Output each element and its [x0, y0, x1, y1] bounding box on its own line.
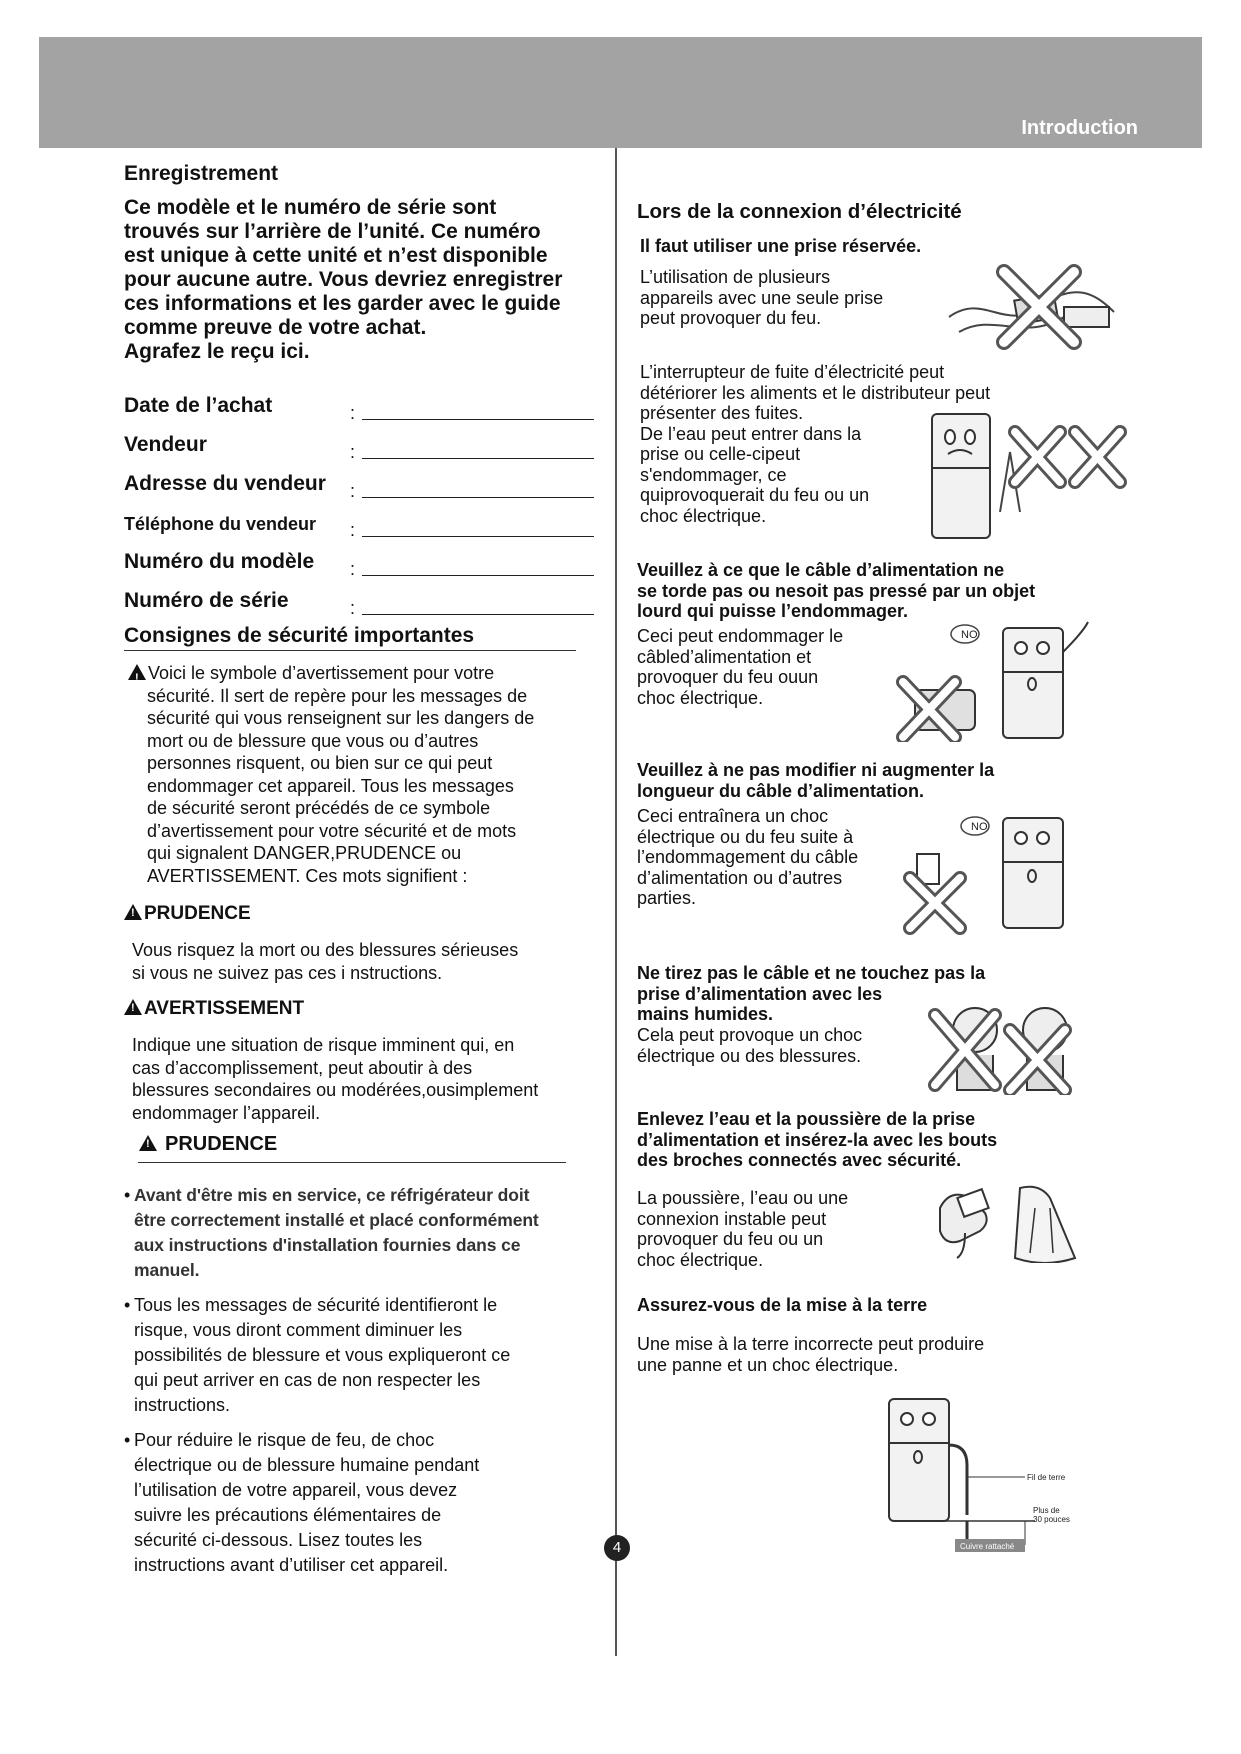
field-colon: : — [350, 481, 356, 501]
avertissement-line: blessures secondaires ou modérées,ousimplement — [132, 1080, 539, 1100]
seller-field[interactable] — [362, 458, 594, 459]
cross-icon — [910, 878, 960, 928]
avertissement-label: AVERTISSEMENT — [144, 998, 305, 1019]
bullet-line: instructions avant d’utiliser cet appareil. — [134, 1555, 449, 1575]
cross-icon — [1075, 432, 1120, 482]
purchase-date-field[interactable] — [362, 419, 594, 420]
ground-wire-label: Fil de terre — [1027, 1473, 1066, 1482]
title-line: Enlevez l’eau et la poussière de la prise — [637, 1109, 976, 1129]
field-label: Date de l’achat — [124, 394, 273, 417]
text-line: De l’eau peut entrer dans la — [640, 423, 862, 444]
prudence-2-label: PRUDENCE — [165, 1133, 278, 1155]
text-line: câbled’alimentation et — [637, 646, 812, 667]
bullet-line: suivre les précautions élémentaires de — [134, 1505, 442, 1525]
column-divider — [615, 148, 617, 1656]
reg-line: pour aucune autre. Vous devriez enregistrer — [124, 268, 563, 291]
field-label: Téléphone du vendeur — [124, 514, 317, 534]
warning-triangle-icon — [139, 1135, 157, 1151]
form-row-seller-phone — [124, 509, 594, 540]
depth-label: Plus de — [1033, 1506, 1060, 1515]
fridge-leak-illustration — [930, 412, 1130, 542]
bullet-item — [124, 1183, 594, 1283]
text-line: connexion instable peut — [637, 1208, 827, 1229]
text-line: quiprovoquerait du feu ou un — [640, 485, 870, 505]
prudence-line: si vous ne suivez pas ces i nstructions. — [132, 962, 443, 983]
bullet-line: Pour réduire le risque de feu, de choc — [134, 1430, 435, 1450]
title-line: Veuillez à ne pas modifier ni augmenter la — [637, 760, 995, 780]
text-line: provoquer du feu ou un — [637, 1229, 824, 1249]
text-line: provoquer du feu ouun — [637, 667, 819, 687]
bullet-item — [124, 1428, 594, 1578]
text-line: Une mise à la terre incorrecte peut produire — [637, 1334, 985, 1354]
form-row-seller — [124, 431, 594, 462]
prudence-heading — [124, 903, 251, 925]
s7-title: Assurez-vous de la mise à la terre — [637, 1295, 928, 1315]
reg-line: Agrafez le reçu ici. — [124, 340, 310, 363]
field-label: Adresse du vendeur — [124, 472, 326, 495]
registration-heading: Enregistrement — [124, 162, 279, 185]
bullet-line: électrique ou de blessure humaine pendant — [134, 1455, 480, 1475]
avertissement-line: endommager l’appareil. — [132, 1102, 321, 1123]
form-row-model-number — [124, 548, 594, 579]
warning-triangle-icon — [124, 999, 142, 1015]
reg-line: trouvés sur l’arrière de l’unité. Ce numéro — [124, 220, 541, 243]
field-label: Vendeur — [124, 433, 207, 456]
grounding-illustration — [885, 1395, 1100, 1555]
avertissement-heading — [124, 998, 304, 1020]
text-line: choc électrique. — [637, 1249, 764, 1270]
bullet-line: Avant d'être mis en service, ce réfrigérateur doit — [134, 1185, 530, 1205]
field-colon: : — [350, 598, 356, 618]
text-line: choc électrique. — [640, 505, 767, 526]
s3-text — [637, 626, 897, 708]
avertissement-line: cas d’accomplissement, peut aboutir à des — [132, 1057, 473, 1078]
text-line: électrique ou des blessures. — [637, 1045, 862, 1066]
prudence-text — [132, 939, 602, 984]
reg-line: ces informations et les garder avec le guide — [124, 292, 561, 315]
intro-line: sécurité qui vous renseignent sur les dangers de — [147, 708, 535, 728]
text-line: L’utilisation de plusieurs — [640, 267, 831, 287]
text-line: choc électrique. — [637, 687, 764, 708]
no-label: NO — [961, 629, 978, 641]
model-number-field[interactable] — [362, 575, 594, 576]
safety-heading: Consignes de sécurité importantes — [124, 624, 576, 651]
prudence-label: PRUDENCE — [144, 903, 251, 924]
title-line: d’alimentation et insérez-la avec les bouts — [637, 1129, 998, 1150]
bullet-line: aux instructions d'installation fournies dans ce — [134, 1235, 521, 1255]
intro-line: endommager cet appareil. Tous les messages — [147, 775, 514, 796]
intro-line: AVERTISSEMENT. Ces mots signifient : — [147, 865, 468, 886]
form-row-seller-address — [124, 470, 594, 501]
text-line: électrique ou du feu suite à — [637, 826, 854, 847]
bullet-line: l’utilisation de votre appareil, vous devez — [134, 1480, 458, 1500]
text-line: peut provoquer du feu. — [640, 308, 822, 328]
text-line: Ceci entraînera un choc — [637, 806, 829, 826]
bullet-dot: • — [124, 1430, 131, 1450]
warning-triangle-icon — [128, 664, 146, 680]
title-line: Veuillez à ce que le câble d’alimentation ne — [637, 560, 1005, 580]
text-line: l’endommagement du câble — [637, 847, 859, 867]
crushed-cable-illustration — [895, 612, 1095, 742]
text-line: détériorer les aliments et le distributeur peut — [640, 382, 991, 403]
s6-title — [637, 1109, 1107, 1171]
text-line: Ceci peut endommager le — [637, 626, 844, 646]
text-line: L’interrupteur de fuite d’électricité peut — [640, 362, 945, 382]
s5-text — [637, 1025, 907, 1066]
registration-paragraph — [124, 196, 604, 364]
bullet-line: possibilités de blessure et vous expliqueront ce — [134, 1345, 511, 1365]
form-row-serial-number — [124, 587, 594, 618]
safety-intro — [128, 662, 598, 887]
prudence-line: Vous risquez la mort ou des blessures sérieuses — [132, 940, 519, 960]
text-line: d’alimentation ou d’autres — [637, 867, 843, 888]
title-line: Ne tirez pas le câble et ne touchez pas la — [637, 963, 986, 983]
electricity-heading: Lors de la connexion d’électricité — [637, 200, 962, 223]
form-row-purchase-date — [124, 392, 594, 423]
depth-label: 30 pouces — [1033, 1515, 1070, 1524]
intro-line: sécurité. Il sert de repère pour les messages de — [147, 685, 528, 706]
bullet-dot: • — [124, 1295, 131, 1315]
text-line: parties. — [637, 888, 697, 908]
intro-line: qui signalent DANGER,PRUDENCE ou — [147, 843, 462, 863]
no-label: NO — [971, 821, 988, 833]
prudence-2-heading — [138, 1133, 566, 1163]
intro-line: personnes risquent, ou bien sur ce qui peut — [147, 753, 493, 773]
reg-line: Ce modèle et le numéro de série sont — [124, 196, 497, 219]
field-label: Numéro du modèle — [124, 550, 315, 573]
warning-triangle-icon — [124, 904, 142, 920]
s7-text — [637, 1334, 1087, 1375]
bullet-line: risque, vous diront comment diminuer les — [134, 1320, 463, 1340]
page-number: 4 — [604, 1535, 630, 1561]
bullet-dot: • — [124, 1185, 131, 1205]
extended-cable-illustration — [895, 808, 1095, 938]
field-colon: : — [350, 520, 356, 540]
s4-title — [637, 760, 1107, 801]
multi-plug-illustration — [944, 262, 1134, 354]
bullet-line: être correctement installé et placé conformément — [134, 1210, 539, 1230]
text-line: appareils avec une seule prise — [640, 287, 884, 308]
text-line: une panne et un choc électrique. — [637, 1354, 899, 1375]
bullet-line: manuel. — [134, 1260, 200, 1280]
avertissement-text — [132, 1034, 612, 1124]
text-line: présenter des fuites. — [640, 403, 804, 423]
s4-text — [637, 806, 897, 909]
s1-text — [640, 267, 930, 329]
wet-hands-illustration — [925, 995, 1095, 1095]
seller-phone-field[interactable] — [362, 536, 594, 537]
reg-line: est unique à cette unité et n’est disponible — [124, 244, 548, 267]
plug-cleaning-illustration — [925, 1178, 1085, 1263]
field-label: Numéro de série — [124, 589, 289, 612]
intro-line: de sécurité seront précédés de ce symbole — [147, 798, 491, 818]
field-colon: : — [350, 559, 356, 579]
section-title: Introduction — [1021, 117, 1138, 139]
serial-number-field[interactable] — [362, 614, 594, 615]
intro-line: Voici le symbole d’avertissement pour votre — [148, 663, 495, 683]
seller-address-field[interactable] — [362, 497, 594, 498]
bullet-line: Tous les messages de sécurité identifieront le — [134, 1295, 498, 1315]
field-colon: : — [350, 403, 356, 423]
title-line: des broches connectés avec sécurité. — [637, 1150, 962, 1170]
text-line: s'endommager, ce — [640, 464, 787, 485]
title-line: longueur du câble d’alimentation. — [637, 780, 925, 801]
avertissement-line: Indique une situation de risque imminent qui, en — [132, 1035, 515, 1055]
copper-label: Cuivre rattaché — [960, 1542, 1015, 1551]
intro-line: mort ou de blessure que vous ou d’autres — [147, 730, 479, 751]
bullet-line: instructions. — [134, 1395, 231, 1415]
text-line: Cela peut provoque un choc — [637, 1025, 863, 1045]
cross-icon — [1015, 432, 1060, 482]
title-line: se torde pas ou nesoit pas pressé par un objet — [637, 580, 1036, 601]
bullet-line: sécurité ci-dessous. Lisez toutes les — [134, 1530, 423, 1550]
intro-line: d’avertissement pour votre sécurité et de mots — [147, 820, 517, 841]
text-line: prise ou celle-cipeut — [640, 444, 801, 464]
title-line: prise d’alimentation avec les — [637, 983, 883, 1004]
s1-title: Il faut utiliser une prise réservée. — [640, 236, 922, 256]
reg-line: comme preuve de votre achat. — [124, 316, 427, 339]
text-line: La poussière, l’eau ou une — [637, 1188, 849, 1208]
s6-text — [637, 1188, 897, 1270]
field-colon: : — [350, 442, 356, 462]
title-line: lourd qui puisse l’endommager. — [637, 601, 909, 621]
bullet-line: qui peut arriver en cas de non respecter les — [134, 1370, 481, 1390]
title-line: mains humides. — [637, 1004, 774, 1024]
bullet-item — [124, 1293, 594, 1418]
